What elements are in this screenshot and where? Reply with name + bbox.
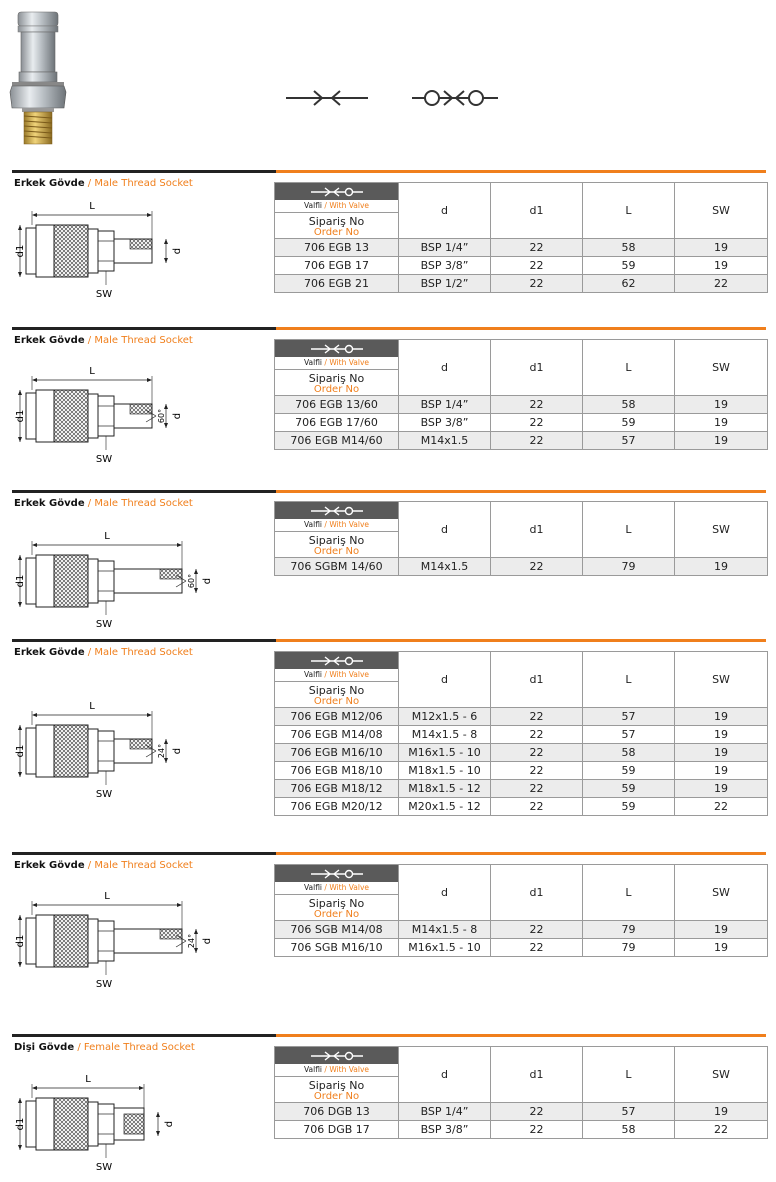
table-header-row <box>275 340 768 396</box>
table-row <box>275 396 768 414</box>
cell-order-no: 706 DGB 17 <box>275 1121 399 1139</box>
table-header-row <box>275 652 768 708</box>
cell-SW: 19 <box>675 414 768 432</box>
cell-d: M14x1.5 - 8 <box>399 921 491 939</box>
cell-d1: 22 <box>491 921 583 939</box>
cell-d: BSP 3/8” <box>399 257 491 275</box>
label-d1: d1 <box>15 934 26 948</box>
coupling-symbol-open-icon <box>284 88 370 108</box>
cell-L: 57 <box>583 726 675 744</box>
table-row <box>275 744 768 762</box>
label-SW: SW <box>95 454 113 465</box>
table-header-row <box>275 183 768 239</box>
label-L: L <box>89 366 95 377</box>
body-ring <box>88 1102 98 1146</box>
spec-table <box>274 864 768 957</box>
col-L: L <box>583 183 675 239</box>
cell-order-no: 706 EGB 17 <box>275 257 399 275</box>
section-title-sep: / <box>84 860 95 871</box>
valve-symbol-icon <box>309 186 365 198</box>
cell-order-no: 706 EGB M16/10 <box>275 744 399 762</box>
sleeve-front <box>36 555 54 607</box>
spec-table <box>274 501 768 576</box>
section-title <box>14 647 193 658</box>
label-d: d <box>202 937 212 945</box>
valve-label-sep: / <box>324 520 327 529</box>
cell-d: M14x1.5 <box>399 558 491 576</box>
section-divider <box>12 1034 766 1037</box>
col-L: L <box>583 652 675 708</box>
col-d1: d1 <box>491 502 583 558</box>
label-d: d <box>172 412 183 420</box>
cell-order-no: 706 EGB M18/12 <box>275 780 399 798</box>
cell-L: 58 <box>583 1121 675 1139</box>
knurl-sleeve <box>54 390 88 442</box>
table-row <box>275 726 768 744</box>
section-title <box>14 335 193 346</box>
label-SW: SW <box>95 789 113 800</box>
cell-L: 58 <box>583 396 675 414</box>
valve-symbol-icon <box>309 1050 365 1062</box>
cell-L: 58 <box>583 744 675 762</box>
table-row <box>275 239 768 257</box>
knurl-sleeve <box>54 225 88 277</box>
valve-label-en: With Valve <box>329 883 370 892</box>
section-title-sep: / <box>84 647 95 658</box>
cell-SW: 19 <box>675 780 768 798</box>
col-d1: d1 <box>491 652 583 708</box>
technical-drawing <box>12 885 212 999</box>
cell-L: 59 <box>583 798 675 816</box>
valve-label-sep: / <box>324 883 327 892</box>
table-row <box>275 432 768 450</box>
section-title-sep: / <box>74 1042 84 1053</box>
technical-drawing <box>12 525 212 639</box>
cell-SW: 22 <box>675 798 768 816</box>
order-no-label-tr: Sipariş No <box>308 372 365 385</box>
label-d: d <box>172 247 183 255</box>
knurl-sleeve <box>54 725 88 777</box>
section-drawing <box>12 525 212 635</box>
valve-label-sep: / <box>324 201 327 210</box>
nose <box>26 558 36 604</box>
label-SW: SW <box>95 979 113 990</box>
nose <box>26 728 36 774</box>
table-header-row <box>275 865 768 921</box>
valve-label-en: With Valve <box>329 520 370 529</box>
table-header-row <box>275 502 768 558</box>
cell-d: M20x1.5 - 12 <box>399 798 491 816</box>
cell-d1: 22 <box>491 798 583 816</box>
table-row <box>275 257 768 275</box>
spec-table <box>274 182 768 293</box>
nose <box>26 393 36 439</box>
cell-d: M18x1.5 - 12 <box>399 780 491 798</box>
cell-order-no: 706 EGB 13 <box>275 239 399 257</box>
cell-d: BSP 1/4” <box>399 396 491 414</box>
cell-SW: 19 <box>675 744 768 762</box>
cell-order-no: 706 EGB 21 <box>275 275 399 293</box>
order-no-label-en: Order No <box>313 1091 360 1102</box>
cell-d1: 22 <box>491 275 583 293</box>
cell-order-no: 706 EGB 13/60 <box>275 396 399 414</box>
order-no-label-en: Order No <box>313 909 360 920</box>
cell-d1: 22 <box>491 762 583 780</box>
hex-body <box>98 396 114 436</box>
order-no-label-en: Order No <box>313 384 360 395</box>
table-header-row <box>275 1047 768 1103</box>
spec-table <box>274 339 768 450</box>
order-no-label-en: Order No <box>313 227 360 238</box>
cell-SW: 19 <box>675 1103 768 1121</box>
label-d1: d1 <box>15 244 26 258</box>
technical-drawing <box>12 695 212 809</box>
cell-d: BSP 3/8” <box>399 414 491 432</box>
cell-d: BSP 3/8” <box>399 1121 491 1139</box>
section-divider <box>12 490 766 493</box>
col-d: d <box>399 183 491 239</box>
label-angle: 60° <box>187 573 196 589</box>
valve-label-tr: Valfli <box>303 1065 323 1074</box>
hex-body <box>98 561 114 601</box>
cell-d: BSP 1/4” <box>399 239 491 257</box>
section-title-en: Male Thread Socket <box>94 647 193 658</box>
cell-SW: 19 <box>675 708 768 726</box>
section-title-tr: Erkek Gövde <box>14 860 85 871</box>
order-no-label-en: Order No <box>313 696 360 707</box>
cell-d1: 22 <box>491 744 583 762</box>
valve-label-en: With Valve <box>329 201 370 210</box>
label-angle: 24° <box>187 933 196 949</box>
valve-label-tr: Valfli <box>303 201 323 210</box>
cell-d: M16x1.5 - 10 <box>399 744 491 762</box>
table-row <box>275 558 768 576</box>
cell-d: M16x1.5 - 10 <box>399 939 491 957</box>
section-title <box>14 860 193 871</box>
label-L: L <box>89 701 95 712</box>
valve-symbol-icon <box>309 868 365 880</box>
cell-SW: 19 <box>675 762 768 780</box>
order-no-header <box>275 1047 399 1103</box>
section-drawing <box>12 195 212 305</box>
col-L: L <box>583 1047 675 1103</box>
col-d: d <box>399 1047 491 1103</box>
section-title-tr: Erkek Gövde <box>14 335 85 346</box>
cell-order-no: 706 DGB 13 <box>275 1103 399 1121</box>
nose <box>26 1101 36 1147</box>
cell-d1: 22 <box>491 396 583 414</box>
label-SW: SW <box>95 619 113 630</box>
spec-table <box>274 1046 768 1139</box>
valve-label-sep: / <box>324 358 327 367</box>
order-no-label-tr: Sipariş No <box>308 215 365 228</box>
section-title-sep: / <box>84 498 95 509</box>
body-ring <box>88 919 98 963</box>
body-ring <box>88 394 98 438</box>
cell-order-no: 706 EGB 17/60 <box>275 414 399 432</box>
hex-body <box>98 1104 114 1144</box>
cell-order-no: 706 EGB M14/60 <box>275 432 399 450</box>
cell-L: 79 <box>583 921 675 939</box>
hex-body <box>98 731 114 771</box>
label-d1: d1 <box>15 1117 26 1131</box>
label-d: d <box>172 747 183 755</box>
cell-SW: 22 <box>675 275 768 293</box>
cell-L: 79 <box>583 558 675 576</box>
valve-label-tr: Valfli <box>303 670 323 679</box>
col-d: d <box>399 865 491 921</box>
knurl-sleeve <box>54 555 88 607</box>
col-L: L <box>583 865 675 921</box>
cell-d: M12x1.5 - 6 <box>399 708 491 726</box>
body-ring <box>88 729 98 773</box>
cell-L: 79 <box>583 939 675 957</box>
table-row <box>275 414 768 432</box>
table-row <box>275 1103 768 1121</box>
order-no-label-tr: Sipariş No <box>308 897 365 910</box>
section-title-tr: Erkek Gövde <box>14 647 85 658</box>
label-L: L <box>104 891 110 902</box>
order-no-header <box>275 183 399 239</box>
cell-order-no: 706 SGB M14/08 <box>275 921 399 939</box>
sleeve-front <box>36 915 54 967</box>
cell-d1: 22 <box>491 414 583 432</box>
table-row <box>275 275 768 293</box>
table-row <box>275 762 768 780</box>
section-divider <box>12 852 766 855</box>
cell-L: 57 <box>583 432 675 450</box>
label-SW: SW <box>95 1162 113 1173</box>
section-title <box>14 1042 195 1053</box>
cell-SW: 19 <box>675 239 768 257</box>
cell-d1: 22 <box>491 708 583 726</box>
sleeve-front <box>36 725 54 777</box>
col-L: L <box>583 340 675 396</box>
col-SW: SW <box>675 652 768 708</box>
valve-label-en: With Valve <box>329 358 370 367</box>
label-L: L <box>85 1074 91 1085</box>
sleeve-front <box>36 390 54 442</box>
section-divider <box>12 639 766 642</box>
nose <box>26 228 36 274</box>
valve-label-sep: / <box>324 1065 327 1074</box>
label-L: L <box>89 201 95 212</box>
col-SW: SW <box>675 1047 768 1103</box>
body-ring <box>88 559 98 603</box>
table-row <box>275 921 768 939</box>
cell-d1: 22 <box>491 257 583 275</box>
sleeve-front <box>36 225 54 277</box>
valve-symbol-icon <box>309 505 365 517</box>
cell-d: M18x1.5 - 10 <box>399 762 491 780</box>
cell-d1: 22 <box>491 432 583 450</box>
knurl-sleeve <box>54 1098 88 1150</box>
col-d1: d1 <box>491 865 583 921</box>
section-drawing <box>12 695 212 805</box>
cell-order-no: 706 EGB M18/10 <box>275 762 399 780</box>
valve-label-tr: Valfli <box>303 883 323 892</box>
technical-drawing <box>12 1068 212 1182</box>
cell-L: 59 <box>583 414 675 432</box>
order-no-header <box>275 865 399 921</box>
cell-SW: 19 <box>675 921 768 939</box>
technical-drawing <box>12 195 212 309</box>
col-SW: SW <box>675 502 768 558</box>
body-ring <box>88 229 98 273</box>
label-d: d <box>164 1120 175 1128</box>
label-d1: d1 <box>15 744 26 758</box>
col-d: d <box>399 502 491 558</box>
section-title-sep: / <box>84 178 95 189</box>
hex-body <box>98 231 114 271</box>
cell-L: 58 <box>583 239 675 257</box>
section-drawing <box>12 1068 212 1178</box>
table-row <box>275 780 768 798</box>
cell-d1: 22 <box>491 1121 583 1139</box>
valve-label-tr: Valfli <box>303 520 323 529</box>
coupling-symbol-valved-icon <box>410 86 500 110</box>
cell-d1: 22 <box>491 780 583 798</box>
valve-label-tr: Valfli <box>303 358 323 367</box>
valve-label-en: With Valve <box>329 1065 370 1074</box>
hex-body <box>98 921 114 961</box>
cell-d: M14x1.5 <box>399 432 491 450</box>
order-no-header <box>275 340 399 396</box>
table-row <box>275 798 768 816</box>
cell-SW: 19 <box>675 558 768 576</box>
section-divider <box>12 327 766 330</box>
cell-order-no: 706 EGB M12/06 <box>275 708 399 726</box>
order-no-label-en: Order No <box>313 546 360 557</box>
order-no-header <box>275 502 399 558</box>
col-L: L <box>583 502 675 558</box>
label-d: d <box>202 577 212 585</box>
cell-L: 59 <box>583 257 675 275</box>
cell-d1: 22 <box>491 726 583 744</box>
col-d1: d1 <box>491 340 583 396</box>
label-d1: d1 <box>15 574 26 588</box>
valve-symbol-icon <box>309 343 365 355</box>
table-row <box>275 939 768 957</box>
cell-SW: 22 <box>675 1121 768 1139</box>
col-d: d <box>399 340 491 396</box>
cell-d: M14x1.5 - 8 <box>399 726 491 744</box>
cell-SW: 19 <box>675 939 768 957</box>
section-title-en: Male Thread Socket <box>94 335 193 346</box>
section-title <box>14 178 193 189</box>
cell-d1: 22 <box>491 558 583 576</box>
label-SW: SW <box>95 289 113 300</box>
cell-d1: 22 <box>491 1103 583 1121</box>
cell-L: 59 <box>583 780 675 798</box>
label-angle: 60° <box>157 408 166 424</box>
cell-d1: 22 <box>491 939 583 957</box>
col-SW: SW <box>675 340 768 396</box>
valve-label-en: With Valve <box>329 670 370 679</box>
section-drawing <box>12 360 212 470</box>
label-angle: 24° <box>157 743 166 759</box>
cell-SW: 19 <box>675 257 768 275</box>
cell-order-no: 706 SGB M16/10 <box>275 939 399 957</box>
valve-label-sep: / <box>324 670 327 679</box>
col-d1: d1 <box>491 183 583 239</box>
table-row <box>275 708 768 726</box>
section-title-sep: / <box>84 335 95 346</box>
section-title-tr: Erkek Gövde <box>14 178 85 189</box>
nose <box>26 918 36 964</box>
cell-L: 62 <box>583 275 675 293</box>
section-title-en: Male Thread Socket <box>94 178 193 189</box>
valve-symbol-icon <box>309 655 365 667</box>
col-d1: d1 <box>491 1047 583 1103</box>
table-row <box>275 1121 768 1139</box>
cell-order-no: 706 EGB M14/08 <box>275 726 399 744</box>
order-no-header <box>275 652 399 708</box>
cell-d1: 22 <box>491 239 583 257</box>
section-title <box>14 498 193 509</box>
order-no-label-tr: Sipariş No <box>308 684 365 697</box>
cell-order-no: 706 SGBM 14/60 <box>275 558 399 576</box>
col-d: d <box>399 652 491 708</box>
cell-SW: 19 <box>675 726 768 744</box>
knurl-sleeve <box>54 915 88 967</box>
cell-d: BSP 1/4” <box>399 1103 491 1121</box>
quick-coupling-photo-icon <box>8 8 70 148</box>
col-SW: SW <box>675 865 768 921</box>
spec-table <box>274 651 768 816</box>
section-title-en: Male Thread Socket <box>94 860 193 871</box>
order-no-label-tr: Sipariş No <box>308 1079 365 1092</box>
cell-L: 57 <box>583 1103 675 1121</box>
section-divider <box>12 170 766 173</box>
section-title-en: Male Thread Socket <box>94 498 193 509</box>
section-title-tr: Erkek Gövde <box>14 498 85 509</box>
cell-d: BSP 1/2” <box>399 275 491 293</box>
section-title-en: Female Thread Socket <box>83 1042 195 1053</box>
section-drawing <box>12 885 212 995</box>
order-no-label-tr: Sipariş No <box>308 534 365 547</box>
col-SW: SW <box>675 183 768 239</box>
cell-SW: 19 <box>675 432 768 450</box>
label-d1: d1 <box>15 409 26 423</box>
cell-L: 57 <box>583 708 675 726</box>
technical-drawing <box>12 360 212 474</box>
sleeve-front <box>36 1098 54 1150</box>
cell-SW: 19 <box>675 396 768 414</box>
cell-L: 59 <box>583 762 675 780</box>
label-L: L <box>104 531 110 542</box>
cell-order-no: 706 EGB M20/12 <box>275 798 399 816</box>
section-title-tr: Dişi Gövde <box>14 1042 75 1053</box>
